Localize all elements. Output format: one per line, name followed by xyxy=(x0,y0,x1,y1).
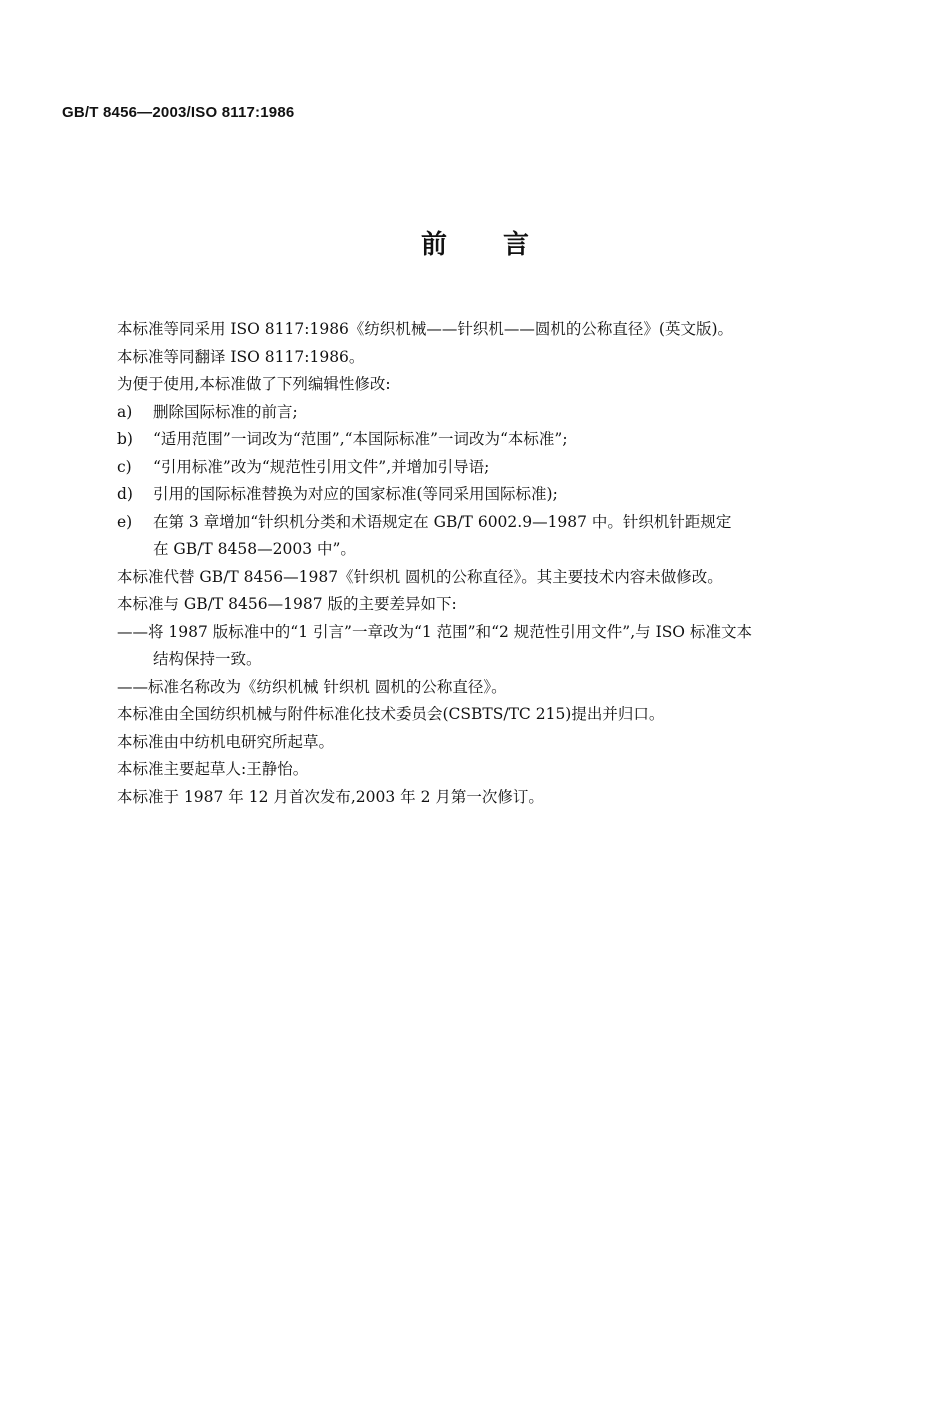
difference-item-2: ——标准名称改为《纺织机械 针织机 圆机的公称直径》。 xyxy=(117,677,507,696)
difference-item-1: ——将 1987 版标准中的“1 引言”一章改为“1 范围”和“2 规范性引用文件”,与 ISO 标准文本 xyxy=(117,622,752,641)
paragraph: 本标准主要起草人:王静怡。 xyxy=(117,760,309,778)
paragraph: 本标准等同翻译 ISO 8117:1986。 xyxy=(117,347,365,366)
list-marker: e) xyxy=(117,512,133,531)
list-item-d xyxy=(117,483,892,511)
list-text: “引用标准”改为“规范性引用文件”,并增加引导语; xyxy=(153,457,490,476)
list-marker: b) xyxy=(117,430,133,448)
standard-code: GB/T 8456—2003/ISO 8117:1986 xyxy=(62,104,295,121)
list-item-e xyxy=(117,511,892,539)
paragraph: 本标准于 1987 年 12 月首次发布,2003 年 2 月第一次修订。 xyxy=(117,787,544,806)
list-item-e-continuation: 在 GB/T 8458—2003 中”。 xyxy=(153,540,356,558)
list-text: “适用范围”一词改为“范围”,“本国际标准”一词改为“本标准”; xyxy=(153,430,568,448)
list-item-c xyxy=(117,456,892,484)
list-text: 删除国际标准的前言; xyxy=(153,402,298,421)
paragraph: 本标准与 GB/T 8456—1987 版的主要差异如下: xyxy=(117,595,457,613)
list-marker: a) xyxy=(117,402,133,421)
foreword-body xyxy=(117,318,892,813)
list-text: 在第 3 章增加“针织机分类和术语规定在 GB/T 6002.9—1987 中。针织机针距规定 xyxy=(153,512,732,531)
paragraph: 本标准由中纺机电研究所起草。 xyxy=(117,732,335,751)
paragraph: 为便于使用,本标准做了下列编辑性修改: xyxy=(117,375,391,393)
list-item-a xyxy=(117,401,892,429)
list-marker: d) xyxy=(117,485,133,503)
paragraph: 本标准代替 GB/T 8456—1987《针织机 圆机的公称直径》。其主要技术内容未做修改。 xyxy=(117,567,723,586)
list-text: 引用的国际标准替换为对应的国家标准(等同采用国际标准); xyxy=(153,485,558,503)
paragraph: 本标准由全国纺织机械与附件标准化技术委员会(CSBTS/TC 215)提出并归口。 xyxy=(117,705,665,723)
list-marker: c) xyxy=(117,457,132,476)
difference-item-1-continuation: 结构保持一致。 xyxy=(153,650,262,668)
list-item-b xyxy=(117,428,892,456)
paragraph: 本标准等同采用 ISO 8117:1986《纺织机械——针织机——圆机的公称直径》(英文版)。 xyxy=(117,320,734,338)
page-title: 前言 xyxy=(420,230,585,260)
